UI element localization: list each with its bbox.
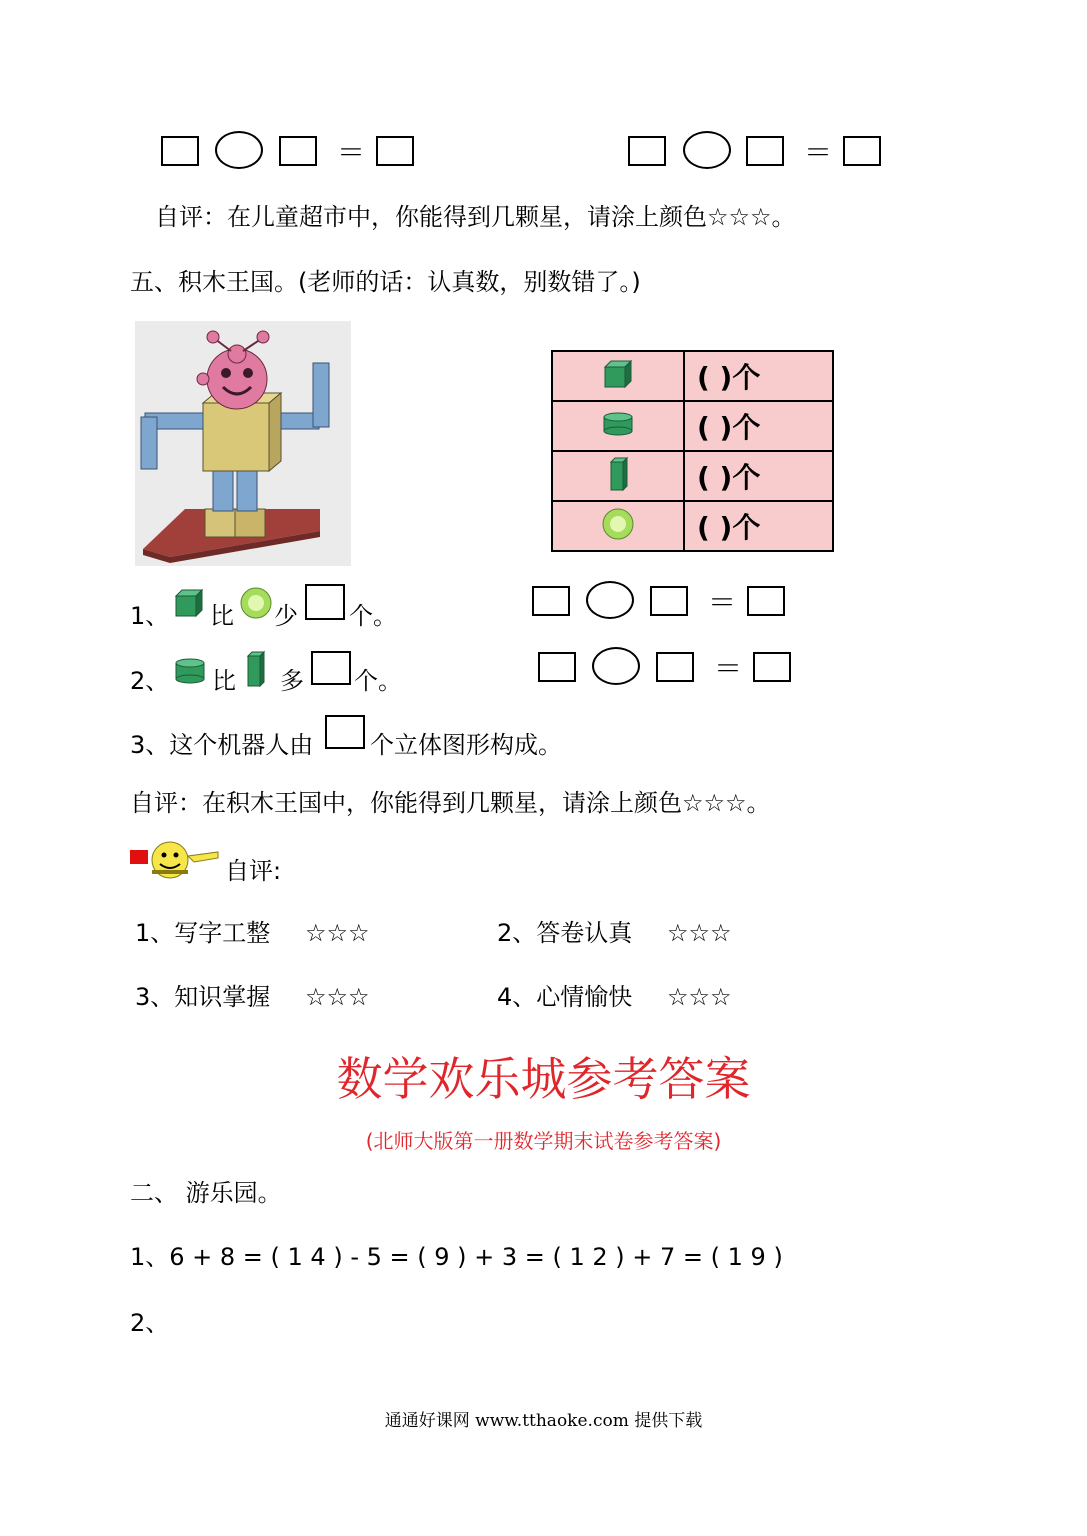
answer-box[interactable]	[650, 586, 688, 616]
question-2-number: 2、	[130, 667, 170, 695]
equals-sign: ＝	[708, 586, 737, 619]
self-eval-market: 自评：在儿童超市中，你能得到几颗星，请涂上颜色☆☆☆。	[155, 203, 796, 231]
criteria-2-label: 2、答卷认真	[497, 919, 633, 947]
cube-icon	[172, 588, 206, 618]
table-cell	[552, 351, 684, 401]
more-word: 多	[280, 667, 304, 695]
cuboid-icon	[605, 456, 631, 492]
compare-word: 比	[212, 667, 236, 695]
section-five-title: 五、积木王国。(老师的话：认真数，别数错了。)	[130, 268, 641, 296]
answer-line-1: 1、6 + 8 = ( 1 4 ) - 5 = ( 9 ) + 3 = ( 1 2 ) + 7 = ( 1 9 )	[130, 1243, 783, 1271]
answer-key-title: 数学欢乐城参考答案	[336, 1052, 751, 1106]
robot-picture	[135, 321, 351, 566]
self-eval-label: 自评:	[225, 857, 282, 885]
answer-box[interactable]	[305, 584, 345, 620]
count-value[interactable]: ( )个	[684, 451, 833, 501]
answer-box[interactable]	[747, 586, 785, 616]
answer-box[interactable]	[656, 652, 694, 682]
criteria-4-label: 4、心情愉快	[497, 983, 633, 1011]
cube-icon	[601, 359, 635, 389]
equals-sign: ＝	[337, 136, 366, 169]
answer-box[interactable]	[279, 136, 317, 166]
unit-word: 个。	[349, 602, 397, 630]
answer-box[interactable]	[538, 652, 576, 682]
operator-circle[interactable]	[683, 131, 731, 169]
answer-line-2: 2、	[130, 1309, 170, 1337]
operator-circle[interactable]	[215, 131, 263, 169]
count-value[interactable]: ( )个	[684, 501, 833, 551]
criteria-1-label: 1、写字工整	[135, 919, 271, 947]
less-word: 少	[274, 602, 298, 630]
equals-sign: ＝	[714, 652, 743, 685]
table-row	[552, 401, 833, 451]
cylinder-icon	[601, 411, 635, 437]
compare-word: 比	[210, 602, 234, 630]
criteria-2-stars[interactable]: ☆☆☆	[667, 919, 732, 947]
shape-count-table	[551, 350, 834, 552]
table-row	[552, 351, 833, 401]
answer-box[interactable]	[311, 651, 351, 685]
question-3-suffix: 个立体图形构成。	[370, 731, 562, 759]
criteria-3-label: 3、知识掌握	[135, 983, 271, 1011]
answer-box[interactable]	[325, 715, 365, 749]
criteria-4-stars[interactable]: ☆☆☆	[667, 983, 732, 1011]
answer-box[interactable]	[532, 586, 570, 616]
answer-box[interactable]	[746, 136, 784, 166]
criteria-3-stars[interactable]: ☆☆☆	[305, 983, 370, 1011]
table-cell	[552, 451, 684, 501]
sphere-icon	[601, 507, 635, 541]
cuboid-icon	[242, 650, 268, 688]
criteria-1-stars[interactable]: ☆☆☆	[305, 919, 370, 947]
footer-credit: 通通好课网 www.tthaoke.com 提供下载	[384, 1411, 703, 1431]
answer-box[interactable]	[376, 136, 414, 166]
question-3-prefix: 3、这个机器人由	[130, 731, 314, 759]
cylinder-icon	[173, 656, 207, 686]
smiley-pointer-icon	[130, 840, 222, 880]
question-1-number: 1、	[130, 602, 170, 630]
section-two-title: 二、 游乐园。	[130, 1179, 282, 1207]
count-value[interactable]: ( )个	[684, 401, 833, 451]
self-eval-blocks: 自评：在积木王国中，你能得到几颗星，请涂上颜色☆☆☆。	[130, 789, 771, 817]
sphere-icon	[239, 586, 273, 620]
answer-key-subtitle: (北师大版第一册数学期末试卷参考答案)	[365, 1129, 722, 1153]
table-row	[552, 501, 833, 551]
count-value[interactable]: ( )个	[684, 351, 833, 401]
unit-word: 个。	[354, 667, 402, 695]
table-cell	[552, 501, 684, 551]
equals-sign: ＝	[804, 136, 833, 169]
table-row	[552, 451, 833, 501]
table-cell	[552, 401, 684, 451]
answer-box[interactable]	[753, 652, 791, 682]
answer-box[interactable]	[628, 136, 666, 166]
operator-circle[interactable]	[592, 647, 640, 685]
answer-box[interactable]	[161, 136, 199, 166]
operator-circle[interactable]	[586, 581, 634, 619]
answer-box[interactable]	[843, 136, 881, 166]
